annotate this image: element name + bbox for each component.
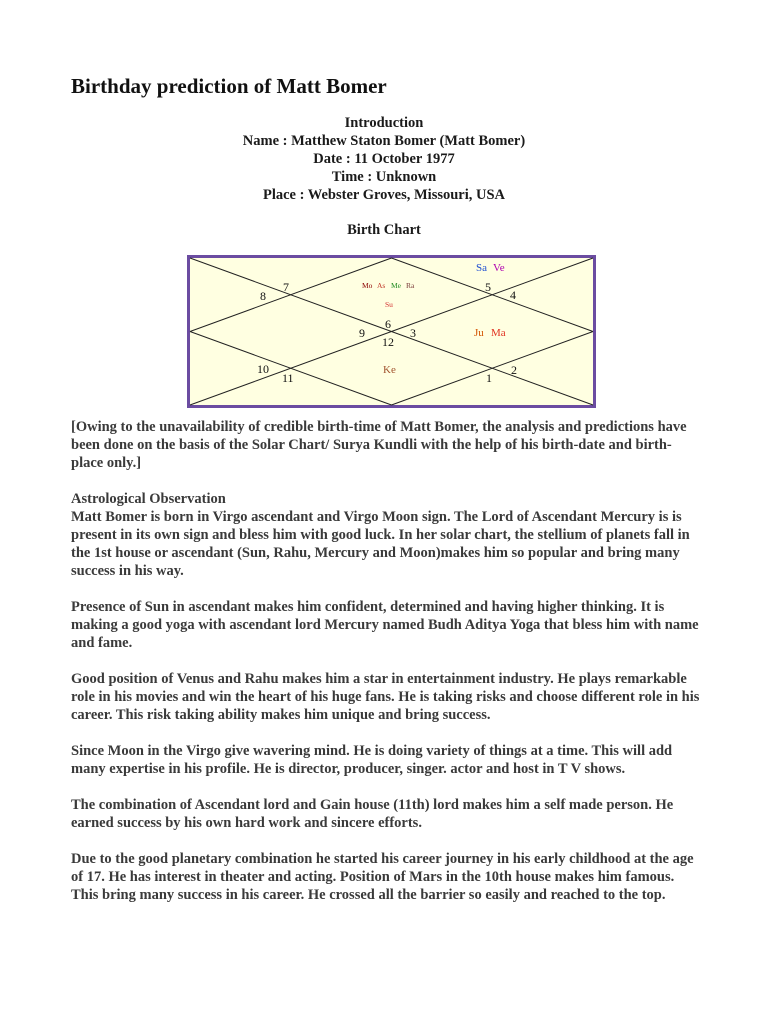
planet-rahu: Ra xyxy=(406,281,415,290)
paragraph-sun: Presence of Sun in ascendant makes him confident, determined and having higher thinking. It is making a good yoga with ascendant lord Mercury named Budh Aditya Yoga that bless him with name and fame. xyxy=(71,599,699,651)
house-number-4: 4 xyxy=(510,288,516,302)
birth-chart-heading: Birth Chart xyxy=(347,222,421,238)
house-number-10: 10 xyxy=(257,362,269,376)
disclaimer-paragraph: [Owing to the unavailability of credible birth-time of Matt Bomer, the analysis and predictions have been done on the basis of the Solar Chart/ Surya Kundli with the help of his birth-date and birth-place only.] xyxy=(71,419,687,471)
house-number-9: 9 xyxy=(359,326,365,340)
paragraph-moon: Since Moon in the Virgo give wavering mind. He is doing variety of things at a time. This will add many expertise in his profile. He is director, producer, singer. actor and host in T V shows. xyxy=(71,743,673,777)
intro-heading: Introduction xyxy=(344,115,424,131)
house-number-12: 12 xyxy=(382,335,394,349)
page-title: Birthday prediction of Matt Bomer xyxy=(71,74,387,98)
planet-jupiter: Ju xyxy=(474,327,484,339)
introduction-block xyxy=(0,114,768,204)
article-body xyxy=(71,418,701,922)
intro-name: Name : Matthew Staton Bomer (Matt Bomer) xyxy=(242,133,526,149)
planet-sun: Su xyxy=(385,300,393,309)
paragraph-ascendant-lord: The combination of Ascendant lord and Gain house (11th) lord makes him a self made person. He earned success by his own hard work and sincere efforts. xyxy=(71,797,674,831)
house-number-2: 2 xyxy=(511,363,517,377)
observation-text: Matt Bomer is born in Virgo ascendant and Virgo Moon sign. The Lord of Ascendant Mercury is is present in its own sign and bless him with good luck. In her solar chart, the stellium of planets fall in the 1st house or ascendant (Sun, Rahu, Mercury and Moon)makes him so popular and bring many success in his way. xyxy=(71,509,690,579)
planet-saturn: Sa xyxy=(476,262,487,274)
paragraph-venus-rahu: Good position of Venus and Rahu makes him a star in entertainment industry. He plays remarkable role in his movies and win the heart of his huge fans. He is taking risks and choose different role in his career. This risk taking ability makes him unique and bring success. xyxy=(71,671,700,723)
planet-ketu: Ke xyxy=(383,364,396,376)
house-number-3: 3 xyxy=(410,326,416,340)
paragraph-career: Due to the good planetary combination he started his career journey in his early childhood at the age of 17. He has interest in theater and acting. Position of Mars in the 10th house makes him famous. This bring many success in his career. He crossed all the barrier so easily and reached to the top. xyxy=(71,851,694,903)
birth-chart xyxy=(187,255,596,408)
house-number-6: 6 xyxy=(385,317,391,331)
house-number-8: 8 xyxy=(260,289,266,303)
intro-time: Time : Unknown xyxy=(331,169,437,185)
intro-place: Place : Webster Groves, Missouri, USA xyxy=(262,187,506,203)
planet-ascendant: As xyxy=(377,281,386,290)
house-number-11: 11 xyxy=(282,371,294,385)
planet-venus: Ve xyxy=(493,262,505,274)
planet-mercury: Me xyxy=(391,281,401,290)
observation-heading: Astrological Observation xyxy=(71,491,226,507)
house-number-5: 5 xyxy=(485,280,491,294)
intro-date: Date : 11 October 1977 xyxy=(313,151,455,167)
observation-paragraph xyxy=(71,490,701,580)
planet-moon: Mo xyxy=(362,281,373,290)
planet-mars: Ma xyxy=(491,327,506,339)
house-number-7: 7 xyxy=(283,280,289,294)
house-number-1: 1 xyxy=(486,371,492,385)
